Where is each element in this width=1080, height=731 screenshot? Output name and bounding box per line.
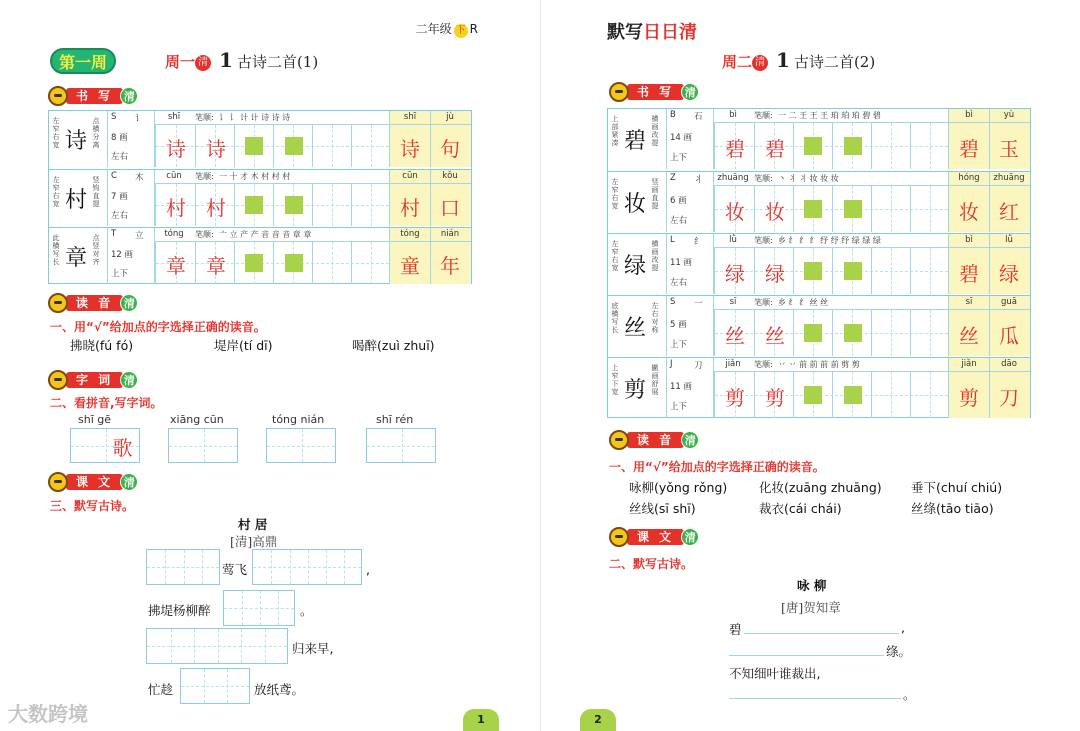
word-pinyin: zhuāng	[993, 173, 1025, 183]
green-block	[844, 200, 862, 218]
word-pinyin: sī	[965, 297, 973, 307]
poem-blank[interactable]	[252, 549, 362, 585]
structure-type: 左右	[670, 216, 688, 226]
lesson-title: 周一 清 1 古诗二首(1)	[165, 48, 319, 72]
structure-type: 上下	[111, 269, 129, 280]
q1-option[interactable]: 堤岸(tí dī)	[214, 338, 273, 353]
word-character: 瓜	[999, 323, 1019, 348]
character-pinyin: tóng	[164, 229, 184, 239]
structure-tip: 底横写长	[611, 302, 619, 334]
stroke-order-label: 笔顺:	[754, 111, 773, 120]
pinyin-letter: J	[670, 359, 673, 369]
character-pinyin: lǜ	[729, 235, 737, 245]
radical: 讠	[135, 114, 144, 124]
target-character: 村	[65, 188, 88, 213]
green-block	[804, 200, 822, 218]
poem-text: 归来早,	[292, 641, 334, 656]
word-character: 红	[999, 199, 1019, 224]
word-pinyin: hóng	[958, 173, 980, 183]
q1-option[interactable]: 化妆(zuāng zhuāng)	[759, 480, 882, 495]
writing-tip: 撇画舒展	[651, 364, 659, 396]
q1-option[interactable]: 垂下(chuí chiú)	[911, 480, 1003, 495]
page-number: 2	[580, 709, 616, 731]
green-block	[804, 137, 822, 155]
poem-text: 忙趁	[148, 682, 174, 697]
stroke-order-label: 笔顺:	[195, 172, 214, 181]
poem-text: 。	[903, 687, 916, 702]
radical: 丬	[694, 175, 703, 185]
bee-icon	[609, 82, 629, 102]
word-pinyin: bì	[965, 110, 973, 120]
green-block	[245, 196, 263, 214]
radical: 刀	[694, 361, 703, 371]
word-character: 剪	[959, 385, 979, 410]
writing-row	[608, 233, 1030, 293]
sample-character: 碧	[765, 136, 785, 161]
word-character: 碧	[959, 136, 979, 161]
poem-text: 绦。	[886, 644, 912, 659]
q1-option[interactable]: 喝醉(zuì zhuī)	[352, 338, 435, 353]
writing-row	[49, 169, 471, 225]
target-character: 剪	[624, 378, 647, 403]
right-page	[541, 0, 1080, 731]
word-character: 句	[440, 136, 460, 161]
radical: 石	[694, 112, 703, 122]
stroke-order: 丶 丬 丬 妆 妆 妆	[778, 174, 839, 183]
word-character: 刀	[999, 385, 1019, 410]
stroke-order: 亠 立 产 产 音 音 音 章 章	[219, 230, 312, 239]
stroke-order: 乡 纟 纟 丝 丝	[778, 298, 829, 307]
sample-character: 碧	[725, 136, 745, 161]
qing-badge: 清	[752, 55, 768, 71]
writing-tip: 横画改提	[651, 240, 659, 272]
sample-character: 村	[166, 195, 186, 220]
structure-tip: 左窄右宽	[611, 240, 619, 272]
green-block	[804, 386, 822, 404]
word-character: 妆	[959, 199, 979, 224]
bee-icon	[48, 293, 68, 313]
stroke-count: 7 画	[111, 192, 128, 203]
poem-text: 放纸鸢。	[254, 682, 305, 697]
q2-pinyin: tóng nián	[272, 413, 325, 426]
structure-type: 左右	[670, 278, 688, 288]
word-character: 口	[440, 195, 460, 220]
target-character: 丝	[624, 316, 647, 341]
pinyin-letter: S	[111, 112, 117, 122]
stroke-count: 11 画	[670, 257, 693, 268]
radical: 木	[135, 173, 144, 183]
poem-blank-line[interactable]	[729, 640, 884, 656]
word-pinyin: jiǎn	[961, 359, 977, 369]
lesson-title: 周二 清 1 古诗二首(2)	[722, 48, 876, 72]
pinyin-letter: Z	[670, 173, 676, 183]
poem-text: 碧	[729, 622, 742, 637]
bee-icon	[609, 430, 629, 450]
poem-blank-line[interactable]	[729, 683, 901, 699]
section-read-header: 读 音 清	[48, 293, 138, 313]
word-character: 村	[400, 195, 420, 220]
structure-tip: 上窄下宽	[611, 364, 619, 396]
q2-pinyin: xiāng cūn	[170, 413, 224, 426]
green-block	[844, 386, 862, 404]
grade-badge: 下	[455, 25, 466, 36]
q1-option[interactable]: 裁衣(cái chái)	[759, 501, 842, 516]
grade-label: 二年级 下 R	[415, 22, 478, 36]
green-block	[245, 137, 263, 155]
stroke-order: 一 二 王 王 王 珀 珀 珀 碧 碧	[778, 111, 881, 120]
green-block	[804, 262, 822, 280]
stroke-order-label: 笔顺:	[754, 298, 773, 307]
structure-tip: 左窄右宽	[52, 176, 60, 208]
stroke-count: 8 画	[111, 133, 128, 144]
character-pinyin: shī	[167, 112, 181, 122]
writing-row	[608, 357, 1030, 417]
writing-tip: 点横分离	[92, 117, 100, 149]
sample-character: 诗	[166, 136, 186, 161]
word-character: 丝	[959, 323, 979, 348]
pinyin-letter: T	[111, 229, 117, 239]
sample-character: 丝	[765, 323, 785, 348]
series-logo: 默写日日清	[607, 22, 697, 43]
word-pinyin: yù	[1003, 110, 1015, 120]
writing-row	[608, 295, 1030, 355]
word-character: 年	[440, 253, 460, 278]
target-character: 妆	[624, 192, 647, 217]
stroke-order: 丷 丷 前 前 前 前 剪 剪	[778, 360, 860, 369]
question-2-title: 二、默写古诗。	[609, 557, 694, 571]
question-3-title: 三、默写古诗。	[50, 499, 135, 513]
sample-character: 剪	[725, 385, 745, 410]
poem-text: 。	[300, 603, 313, 618]
sample-character: 章	[166, 253, 186, 278]
stroke-count: 11 画	[670, 381, 693, 392]
word-pinyin: cūn	[402, 171, 418, 181]
pinyin-letter: B	[670, 110, 676, 120]
q2-pinyin: shī rén	[376, 413, 414, 426]
sample-character: 丝	[725, 323, 745, 348]
stroke-count: 5 画	[670, 319, 687, 330]
question-2-title: 二、看拼音,写字词。	[50, 396, 163, 410]
target-character: 诗	[65, 129, 88, 154]
poem-text: 不知细叶谁裁出,	[729, 666, 821, 681]
poem-author: [清]高鼎	[230, 534, 278, 549]
sample-character: 章	[206, 253, 226, 278]
word-pinyin: shī	[403, 112, 417, 122]
q2-pinyin: shī gē	[78, 413, 112, 426]
writing-table	[48, 110, 472, 284]
stroke-order-label: 笔顺:	[195, 230, 214, 239]
qing-badge: 清	[195, 55, 211, 71]
word-pinyin: guā	[1001, 297, 1017, 307]
poem-text: 莺飞	[222, 562, 248, 577]
bee-icon	[48, 472, 68, 492]
radical: 一	[694, 299, 703, 309]
writing-row	[608, 109, 1030, 169]
green-block	[844, 137, 862, 155]
target-character: 绿	[624, 254, 647, 279]
writing-tip: 横画改提	[651, 115, 659, 147]
section-write-header: 书 写 清	[48, 86, 138, 106]
stroke-order: 一 十 才 木 村 村 村	[219, 172, 291, 181]
target-character: 碧	[624, 129, 647, 154]
sample-character: 剪	[765, 385, 785, 410]
sample-character: 妆	[725, 199, 745, 224]
character-pinyin: jiǎn	[725, 359, 741, 369]
q1-option[interactable]: 丝绦(tāo tiāo)	[911, 501, 994, 516]
word-pinyin: nián	[440, 229, 460, 239]
stroke-order-label: 笔顺:	[195, 113, 214, 122]
sample-character: 诗	[206, 136, 226, 161]
question-1-title: 一、用“√”给加点的字选择正确的读音。	[50, 320, 266, 334]
writing-row	[608, 171, 1030, 231]
poem-text: ,	[901, 620, 905, 635]
question-1-title: 一、用“√”给加点的字选择正确的读音。	[609, 460, 825, 474]
word-pinyin: lǜ	[1005, 235, 1013, 245]
writing-tip: 竖钩直提	[92, 176, 100, 208]
green-block	[285, 254, 303, 272]
answer-box[interactable]	[168, 428, 238, 463]
poem-title: 咏 柳	[797, 578, 827, 593]
page-number: 1	[463, 709, 499, 731]
poem-text: 拂堤杨柳醉	[148, 603, 211, 618]
pinyin-letter: S	[670, 297, 676, 307]
q1-option[interactable]: 拂晓(fú fó)	[70, 338, 134, 353]
poem-blank[interactable]	[223, 590, 295, 626]
bee-icon	[609, 527, 629, 547]
pinyin-letter: C	[111, 171, 117, 181]
word-pinyin: tóng	[400, 229, 420, 239]
word-pinyin: kǒu	[442, 171, 458, 181]
word-pinyin: dāo	[1001, 359, 1017, 369]
writing-tip: 点竖对齐	[92, 234, 100, 266]
q1-option[interactable]: 咏柳(yǒng rǒng)	[629, 480, 728, 495]
section-text-header: 课 文 清	[48, 472, 138, 492]
bee-icon	[48, 370, 68, 390]
structure-type: 左右	[111, 152, 129, 163]
section-text-header: 课 文 清	[609, 527, 699, 547]
word-pinyin: jù	[446, 112, 454, 122]
stroke-count: 14 画	[670, 132, 693, 143]
q1-option[interactable]: 丝线(sī shī)	[629, 501, 696, 516]
structure-type: 上下	[670, 153, 688, 163]
radical: 立	[135, 231, 144, 241]
poem-author: [唐]贺知章	[781, 600, 841, 615]
section-write-header: 书 写 清	[609, 82, 699, 102]
week-badge: 第一周	[50, 48, 116, 74]
sample-character: 村	[206, 195, 226, 220]
character-pinyin: bì	[729, 110, 737, 120]
stroke-order-label: 笔顺:	[754, 174, 773, 183]
structure-tip: 左窄右宽	[611, 178, 619, 210]
character-pinyin: sī	[729, 297, 737, 307]
poem-title: 村 居	[238, 517, 268, 532]
structure-type: 左右	[111, 211, 129, 222]
structure-type: 上下	[670, 340, 688, 350]
section-word-header: 字 词 清	[48, 370, 138, 390]
poem-blank[interactable]	[146, 628, 288, 664]
sample-character: 绿	[765, 261, 785, 286]
target-character: 章	[65, 246, 88, 271]
stroke-order-label: 笔顺:	[754, 236, 773, 245]
stroke-count: 12 画	[111, 250, 134, 261]
poem-blank[interactable]	[180, 668, 250, 704]
answer-box[interactable]	[266, 428, 336, 463]
writing-row	[49, 111, 471, 167]
radical: 纟	[694, 237, 703, 247]
structure-tip: 左窄右宽	[52, 117, 60, 149]
structure-type: 上下	[670, 402, 688, 412]
green-block	[844, 262, 862, 280]
word-character: 诗	[400, 136, 420, 161]
green-block	[844, 324, 862, 342]
writing-tip: 左右对称	[651, 302, 659, 334]
pinyin-letter: L	[670, 235, 675, 245]
poem-blank[interactable]	[146, 549, 220, 585]
poem-text: ,	[366, 562, 370, 577]
word-character: 玉	[999, 136, 1019, 161]
green-block	[804, 324, 822, 342]
word-character: 绿	[999, 261, 1019, 286]
word-character: 童	[400, 253, 420, 278]
word-pinyin: bì	[965, 235, 973, 245]
green-block	[245, 254, 263, 272]
green-block	[285, 137, 303, 155]
structure-tip: 上部紧凑	[611, 115, 619, 147]
watermark: 大数跨境	[8, 702, 88, 726]
sample-character: 妆	[765, 199, 785, 224]
character-pinyin: zhuāng	[717, 173, 749, 183]
writing-table	[607, 108, 1031, 418]
sample-character: 绿	[725, 261, 745, 286]
stroke-count: 6 画	[670, 195, 687, 206]
green-block	[285, 196, 303, 214]
answer-char: 歌	[112, 436, 133, 460]
stroke-order: 讠 讠 计 计 诗 诗 诗	[219, 113, 291, 122]
stroke-order: 乡 纟 纟 纟 纾 纾 纾 绿 绿 绿	[778, 236, 881, 245]
stroke-order-label: 笔顺:	[754, 360, 773, 369]
poem-blank-line[interactable]	[744, 618, 899, 634]
word-character: 碧	[959, 261, 979, 286]
character-pinyin: cūn	[166, 171, 182, 181]
section-read-header: 读 音 清	[609, 430, 699, 450]
structure-tip: 此横写长	[52, 234, 60, 266]
writing-row	[49, 227, 471, 283]
writing-tip: 竖画直提	[651, 178, 659, 210]
answer-box[interactable]	[366, 428, 436, 463]
bee-icon	[48, 86, 68, 106]
